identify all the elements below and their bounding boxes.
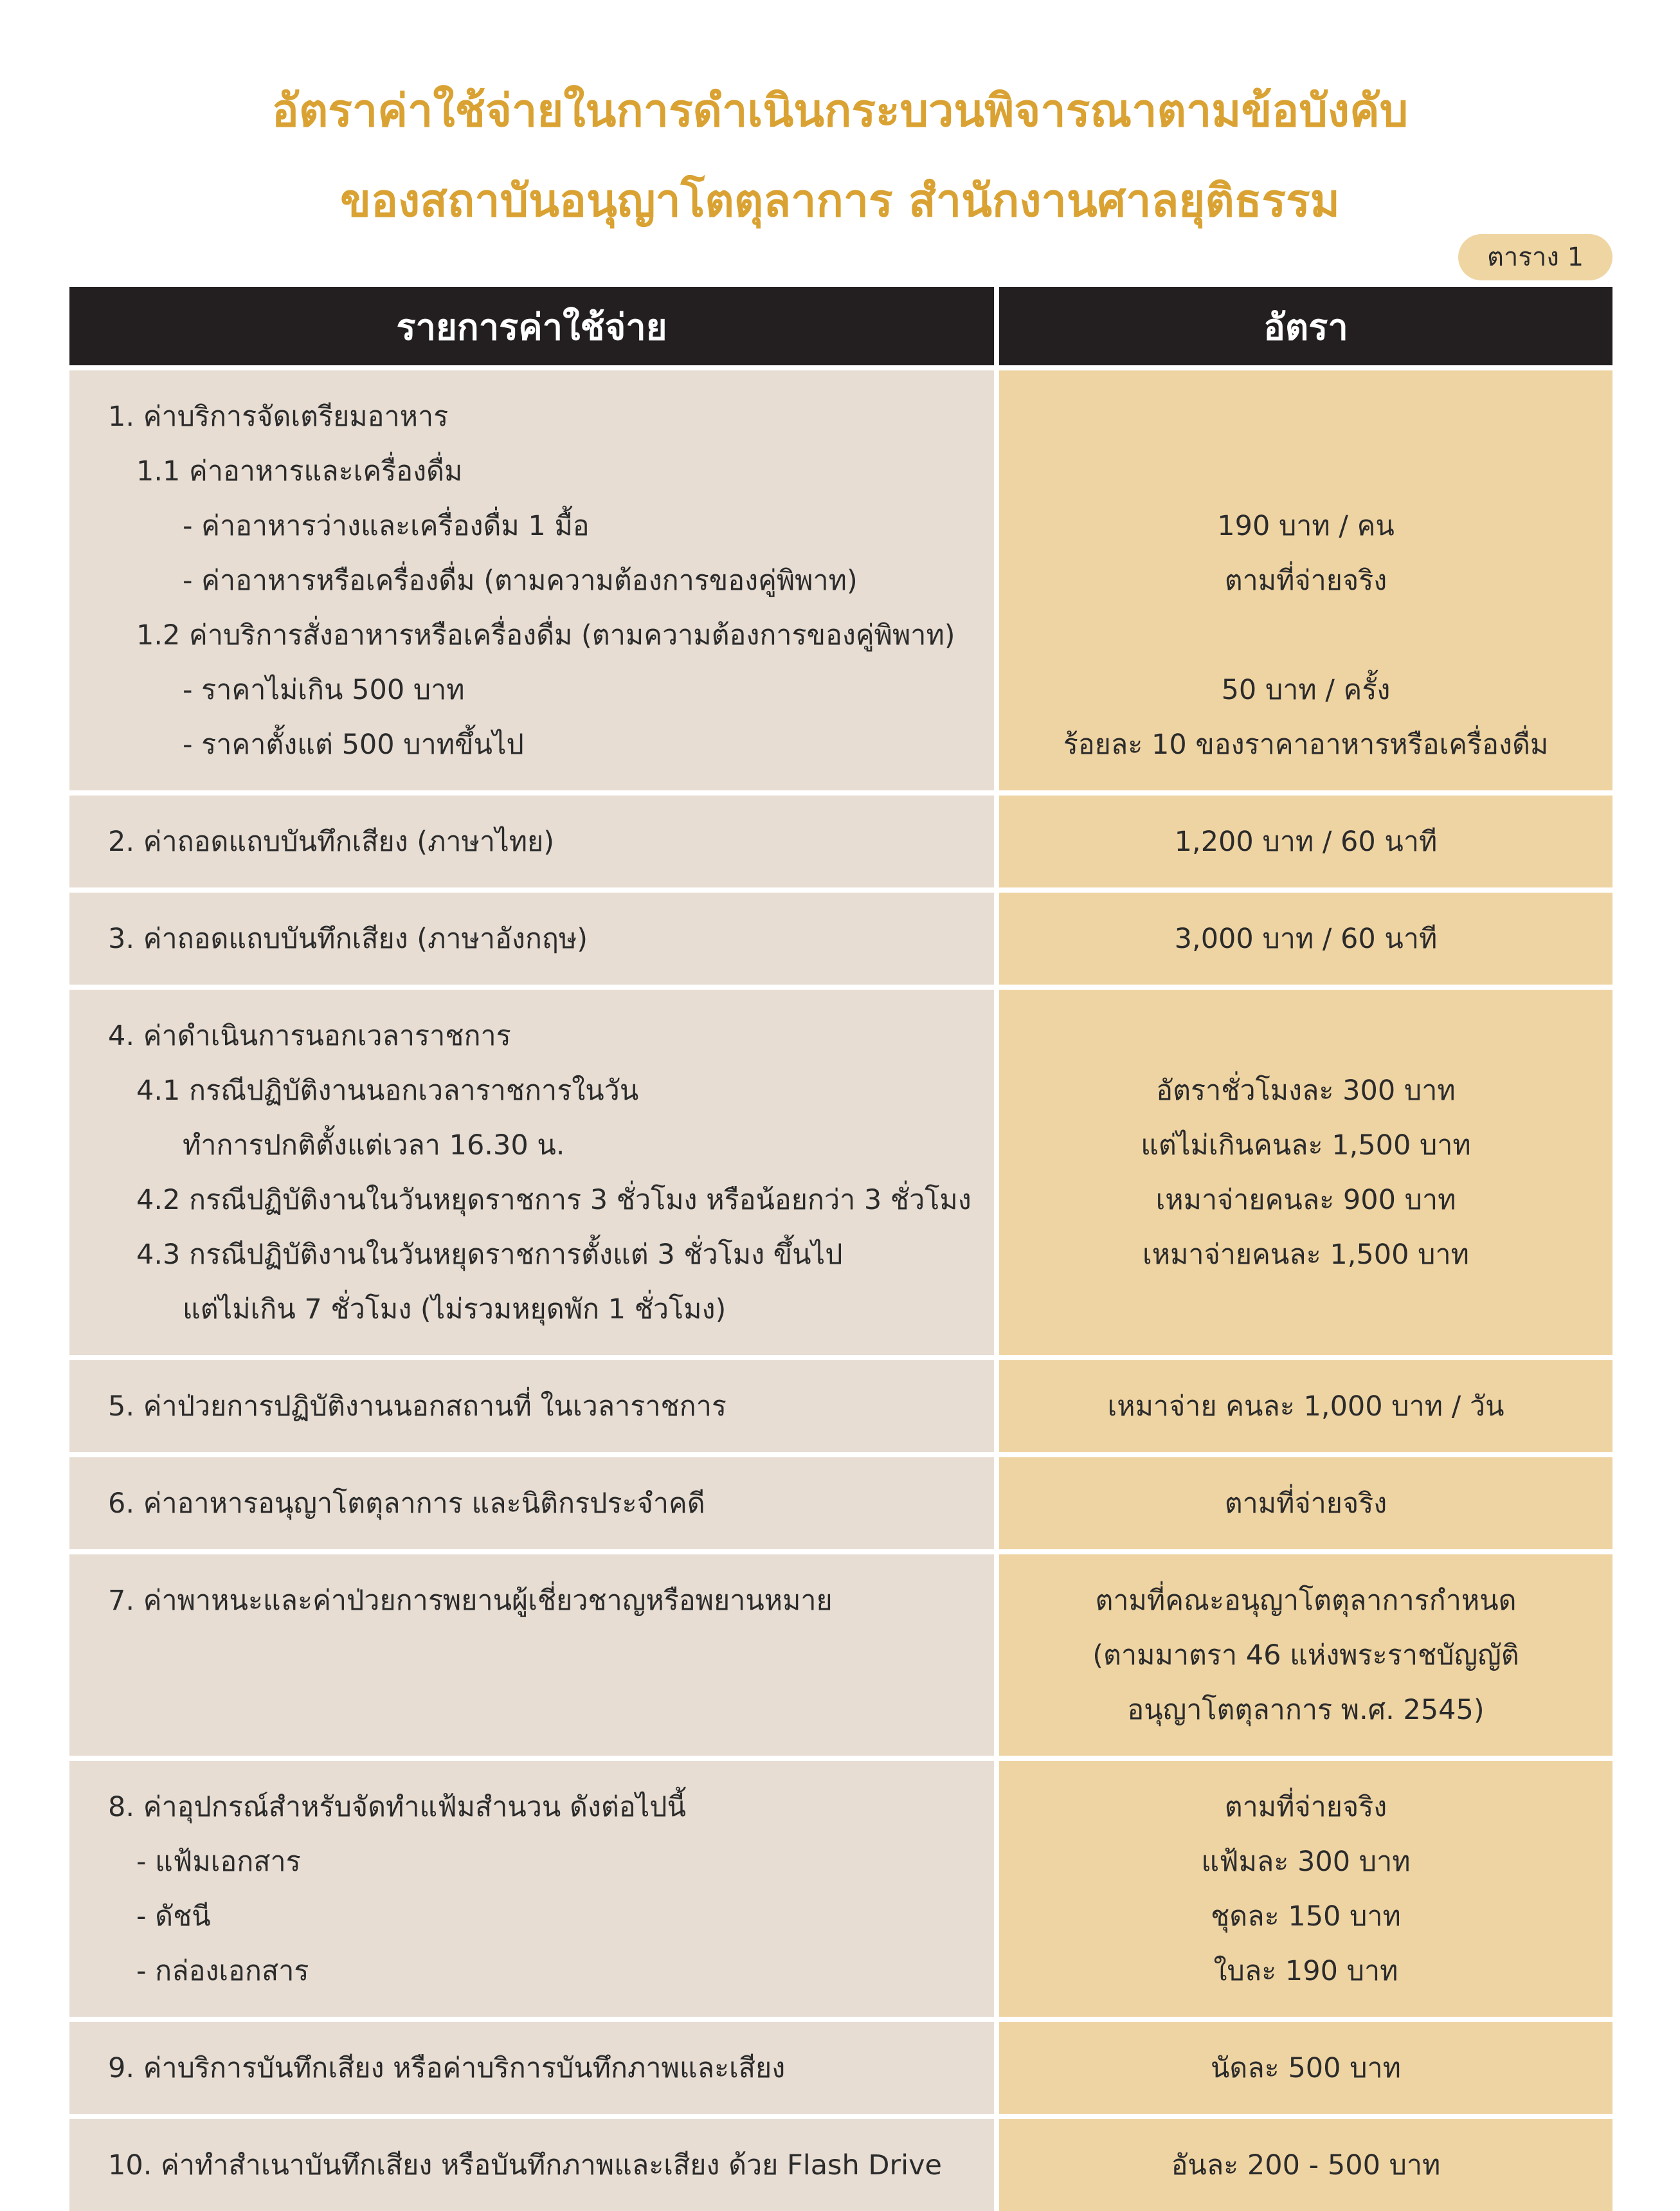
rate-line: 50 บาท / ครั้ง <box>1221 674 1391 706</box>
item-line: - ดัชนี <box>136 1900 211 1933</box>
rate-line <box>999 444 1612 499</box>
item-line: 4.3 กรณีปฏิบัติงานในวันหยุดราชการตั้งแต่ 3 ชั่วโมง ขึ้นไป <box>136 1239 843 1271</box>
item-line: 1. ค่าบริการจัดเตรียมอาหาร <box>108 401 449 433</box>
item-line: 4.1 กรณีปฏิบัติงานนอกเวลาราชการในวัน <box>136 1075 639 1107</box>
rate-cell <box>999 2022 1612 2114</box>
rate-line: เหมาจ่ายคนละ 900 บาท <box>1155 1184 1456 1216</box>
item-cell <box>69 2119 994 2211</box>
item-cell <box>69 1457 994 1549</box>
rate-line <box>999 608 1612 663</box>
rate-line: นัดละ 500 บาท <box>1211 2052 1401 2084</box>
item-line: - แฟ้มเอกสาร <box>136 1846 301 1878</box>
table-row <box>69 2022 1612 2114</box>
rate-cell <box>999 370 1612 790</box>
item-line: 9. ค่าบริการบันทึกเสียง หรือค่าบริการบันทึกภาพและเสียง <box>108 2052 786 2084</box>
header-expense-items: รายการค่าใช้จ่าย <box>69 287 994 365</box>
rate-cell <box>999 2119 1612 2211</box>
item-cell <box>69 1761 994 2017</box>
table-header-row <box>69 287 1612 365</box>
rate-line: ตามที่จ่ายจริง <box>1224 565 1387 597</box>
rate-line <box>999 1009 1612 1064</box>
table-number-badge: ตาราง 1 <box>1458 234 1612 280</box>
item-cell <box>69 2022 994 2114</box>
item-line: 1.2 ค่าบริการสั่งอาหารหรือเครื่องดื่ม (ตามความต้องการของคู่พิพาท) <box>136 619 955 651</box>
rate-line: 1,200 บาท / 60 นาที <box>1174 826 1438 858</box>
rate-line: แฟ้มละ 300 บาท <box>1201 1846 1411 1878</box>
table-row <box>69 370 1612 790</box>
item-line: - ค่าอาหารหรือเครื่องดื่ม (ตามความต้องการของคู่พิพาท) <box>183 565 858 597</box>
rate-line: เหมาจ่าย คนละ 1,000 บาท / วัน <box>1107 1390 1504 1423</box>
rate-line: อนุญาโตตุลาการ พ.ศ. 2545) <box>1127 1694 1485 1726</box>
page-title-line-2: ของสถาบันอนุญาโตตุลาการ สำนักงานศาลยุติธรรม <box>340 174 1340 227</box>
item-line: - กล่องเอกสาร <box>136 1955 309 1987</box>
rate-line <box>999 1282 1612 1337</box>
rate-cell <box>999 1554 1612 1756</box>
table-row <box>69 1761 1612 2017</box>
rate-line: อันละ 200 - 500 บาท <box>1171 2149 1441 2181</box>
table-row <box>69 1554 1612 1756</box>
rate-line: เหมาจ่ายคนละ 1,500 บาท <box>1143 1239 1469 1271</box>
table-row <box>69 1360 1612 1452</box>
table-row <box>69 893 1612 985</box>
item-cell <box>69 1554 994 1756</box>
table-row <box>69 796 1612 887</box>
rate-cell <box>999 990 1612 1355</box>
item-line: ทำการปกติตั้งแต่เวลา 16.30 น. <box>183 1129 565 1161</box>
rate-cell <box>999 1360 1612 1452</box>
rate-line: ตามที่จ่ายจริง <box>1224 1488 1387 1520</box>
item-line: 8. ค่าอุปกรณ์สำหรับจัดทำแฟ้มสำนวน ดังต่อไปนี้ <box>108 1791 686 1823</box>
item-line: 4.2 กรณีปฏิบัติงานในวันหยุดราชการ 3 ชั่วโมง หรือน้อยกว่า 3 ชั่วโมง <box>136 1184 971 1216</box>
item-line: 1.1 ค่าอาหารและเครื่องดื่ม <box>136 455 463 487</box>
item-line: - ราคาตั้งแต่ 500 บาทขึ้นไป <box>183 729 524 761</box>
rate-line: 190 บาท / คน <box>1217 510 1395 542</box>
rate-cell <box>999 796 1612 887</box>
table-row <box>69 2119 1612 2211</box>
header-rate: อัตรา <box>999 287 1612 365</box>
rate-cell <box>999 1457 1612 1549</box>
rate-line <box>999 390 1612 444</box>
rate-line: (ตามมาตรา 46 แห่งพระราชบัญญัติ <box>1092 1639 1519 1671</box>
item-line: 4. ค่าดำเนินการนอกเวลาราชการ <box>108 1020 511 1052</box>
rate-line: แต่ไม่เกินคนละ 1,500 บาท <box>1141 1129 1471 1161</box>
item-line: แต่ไม่เกิน 7 ชั่วโมง (ไม่รวมหยุดพัก 1 ชั่วโมง) <box>183 1293 727 1325</box>
table-row <box>69 1457 1612 1549</box>
rate-line: ตามที่จ่ายจริง <box>1224 1791 1387 1823</box>
item-cell <box>69 1360 994 1452</box>
item-line: - ค่าอาหารว่างและเครื่องดื่ม 1 มื้อ <box>183 510 590 542</box>
rate-line: ใบละ 190 บาท <box>1213 1955 1398 1987</box>
rate-line: ชุดละ 150 บาท <box>1211 1900 1401 1933</box>
item-cell <box>69 796 994 887</box>
rate-line: 3,000 บาท / 60 นาที <box>1174 923 1438 955</box>
item-cell <box>69 990 994 1355</box>
item-line <box>69 1628 994 1683</box>
item-line: 7. ค่าพาหนะและค่าป่วยการพยานผู้เชี่ยวชาญหรือพยานหมาย <box>108 1585 833 1617</box>
rate-line: ตามที่คณะอนุญาโตตุลาการกำหนด <box>1095 1585 1517 1617</box>
item-line: 6. ค่าอาหารอนุญาโตตุลาการ และนิติกรประจำคดี <box>108 1488 705 1520</box>
table-row <box>69 990 1612 1355</box>
item-line: 5. ค่าป่วยการปฏิบัติงานนอกสถานที่ ในเวลาราชการ <box>108 1390 727 1423</box>
rate-line: ร้อยละ 10 ของราคาอาหารหรือเครื่องดื่ม <box>1063 729 1549 761</box>
item-line: - ราคาไม่เกิน 500 บาท <box>183 674 465 706</box>
item-line <box>69 1683 994 1738</box>
page-title-line-1: อัตราค่าใช้จ่ายในการดำเนินกระบวนพิจารณาตามข้อบังคับ <box>271 84 1409 137</box>
item-line: 2. ค่าถอดแถบบันทึกเสียง (ภาษาไทย) <box>108 826 555 858</box>
item-cell <box>69 893 994 985</box>
item-line: 10. ค่าทำสำเนาบันทึกเสียง หรือบันทึกภาพและเสียง ด้วย Flash Drive <box>108 2149 943 2181</box>
rate-cell <box>999 1761 1612 2017</box>
rate-cell <box>999 893 1612 985</box>
item-cell <box>69 370 994 790</box>
rates-table <box>69 287 1612 2211</box>
item-line: 3. ค่าถอดแถบบันทึกเสียง (ภาษาอังกฤษ) <box>108 923 588 955</box>
rate-line: อัตราชั่วโมงละ 300 บาท <box>1156 1075 1456 1107</box>
